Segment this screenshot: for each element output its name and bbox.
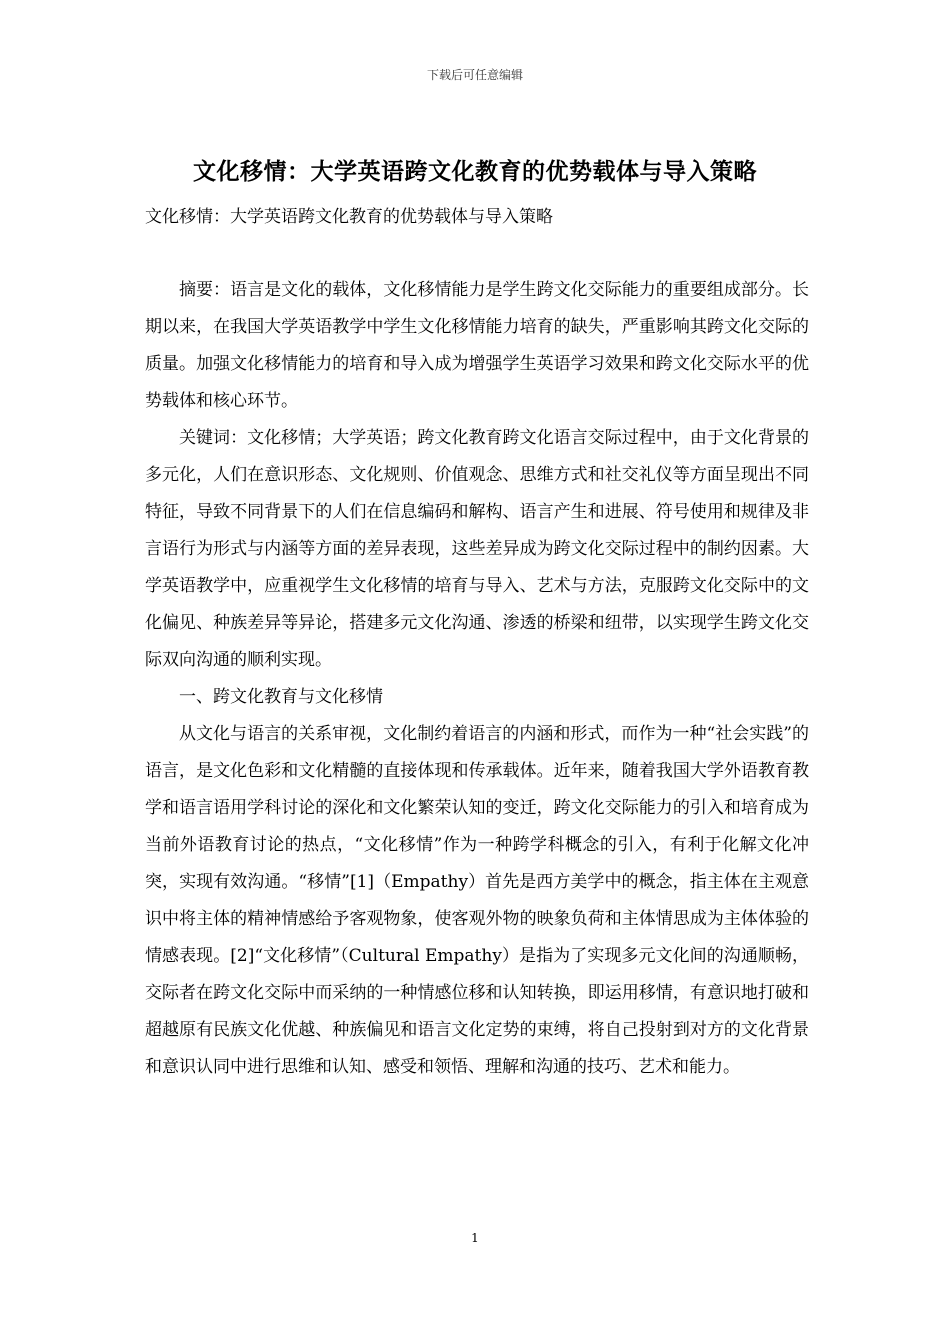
body-paragraph: 从文化与语言的关系审视，文化制约着语言的内涵和形式，而作为一种“社会实践”的语言，是文化色彩和文化精髓的直接体现和传承载体。近年来，随着我国大学外语教育教学和语言语用学科讨论的深化和文化繁荣认知的变迁，跨文化交际能力的引入和培育成为当前外语教育讨论的热点，“文化移情”作为一种跨学科概念的引入，有利于化解文化冲突，实现有效沟通。“移情”[1]（Empathy）首先是西方美学中的概念，指主体在主观意识中将主体的精神情感给予客观物象，使客观外物的映象负荷和主体情思成为主体体验的情感表现。[2]“文化移情”（Cultural Empathy）是指为了实现多元文化间的沟通顺畅，交际者在跨文化交际中而采纳的一种情感位移和认知转换，即运用移情，有意识地打破和超越原有民族文化优越、种族偏见和语言文化定势的束缚，将自己投射到对方的文化背景和意识认同中进行思维和认知、感受和领悟、理解和沟通的技巧、艺术和能力。 [145,724,809,1077]
document-body [145,272,809,1086]
section-heading: 一、跨文化教育与文化移情 [179,687,383,707]
page-number: 1 [471,1231,479,1245]
page-header-note: 下载后可任意编辑 [426,68,523,82]
document-subtitle: 文化移情：大学英语跨文化教育的优势载体与导入策略 [145,207,553,227]
page-title: 文化移情：大学英语跨文化教育的优势载体与导入策略 [193,159,757,185]
abstract-paragraph: 摘要：语言是文化的载体，文化移情能力是学生跨文化交际能力的重要组成部分。长期以来，在我国大学英语教学中学生文化移情能力培育的缺失，严重影响其跨文化交际的质量。加强文化移情能力的培育和导入成为增强学生英语学习效果和跨文化交际水平的优势载体和核心环节。 [145,280,809,411]
keywords-paragraph: 关键词：文化移情；大学英语；跨文化教育跨文化语言交际过程中，由于文化背景的多元化，人们在意识形态、文化规则、价值观念、思维方式和社交礼仪等方面呈现出不同特征，导致不同背景下的人们在信息编码和解构、语言产生和进展、符号使用和规律及非言语行为形式与内涵等方面的差异表现，这些差异成为跨文化交际过程中的制约因素。大学英语教学中，应重视学生文化移情的培育与导入、艺术与方法，克服跨文化交际中的文化偏见、种族差异等异论，搭建多元文化沟通、渗透的桥梁和纽带，以实现学生跨文化交际双向沟通的顺利实现。 [145,428,809,670]
